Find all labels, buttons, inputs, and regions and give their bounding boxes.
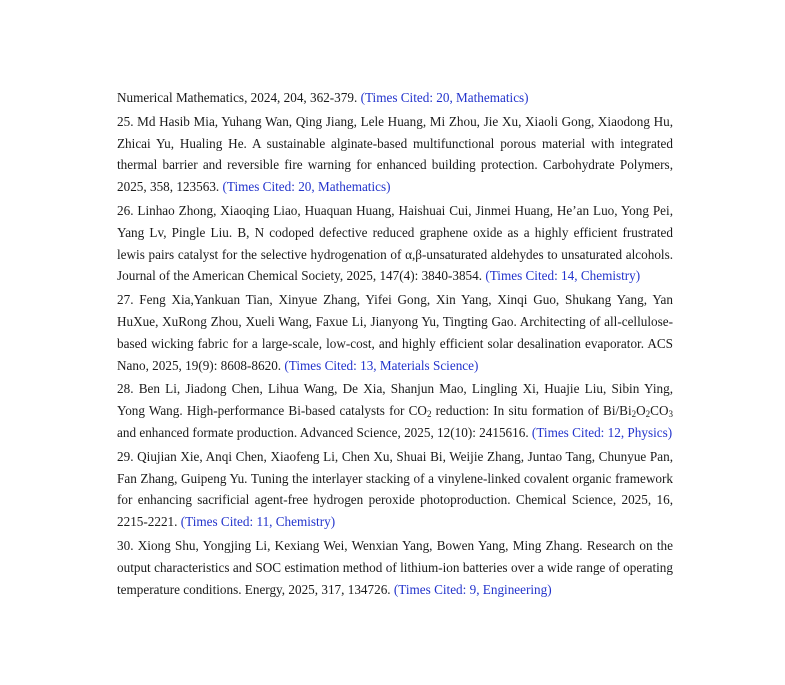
subscript: 2 xyxy=(426,409,432,420)
reference-text: 28. Ben Li, Jiadong Chen, Lihua Wang, De Xia, Shanjun Mao, Lingling Xi, Huajie Liu, Sibin Ying, Yong Wang. High-performance Bi-based catalysts for CO xyxy=(117,381,673,419)
times-cited-link[interactable]: (Times Cited: 12, Physics) xyxy=(531,424,673,440)
times-cited-link[interactable]: (Times Cited: 14, Chemistry) xyxy=(485,268,641,284)
reference-text: 25. Md Hasib Mia, Yuhang Wan, Qing Jiang, Lele Huang, Mi Zhou, Jie Xu, Xiaoli Gong, Xiaodong Hu, Zhicai Yu, Hualing He. A sustainable alginate-based multifunctional porous material with integrated thermal barrier and reversible fire warning for enhanced building protection. Carbohydrate Polymers, 2025, 358, 123563. xyxy=(117,113,673,195)
reference-list xyxy=(117,87,673,600)
reference-item-26 xyxy=(117,200,673,287)
subscript: 3 xyxy=(668,409,673,420)
times-cited-link[interactable]: (Times Cited: 20, Mathematics) xyxy=(222,179,391,195)
reference-item-27 xyxy=(117,289,673,376)
reference-text: O xyxy=(636,403,646,419)
reference-text: and enhanced formate production. Advanced Science, 2025, 12(10): 2415616. xyxy=(117,424,532,440)
reference-fragment xyxy=(117,87,673,109)
reference-item-29 xyxy=(117,446,673,533)
times-cited-link[interactable]: (Times Cited: 20, Mathematics) xyxy=(360,90,529,105)
reference-text: 30. Xiong Shu, Yongjing Li, Kexiang Wei, Wenxian Yang, Bowen Yang, Ming Zhang. Research on the output characteristics and SOC estimation method of lithium-ion batteries over a wide range of operating temperature conditions. Energy, 2025, 317, 134726. xyxy=(117,537,673,597)
reference-text: 29. Qiujian Xie, Anqi Chen, Xiaofeng Li, Chen Xu, Shuai Bi, Weijie Zhang, Juntao Tang, Chunyue Pan, Fan Zhang, Guipeng Yu. Tuning the interlayer stacking of a vinylene-linked covalent organic framework for enhancing sacrificial agent-free hydrogen peroxide photoproduction. Chemical Science, 2025, 16, 2215-2221. xyxy=(117,448,673,530)
times-cited-link[interactable]: (Times Cited: 13, Materials Science) xyxy=(284,357,479,373)
reference-text: reduction: In situ formation of Bi/Bi xyxy=(431,403,632,419)
subscript: 2 xyxy=(631,409,637,420)
subscript: 2 xyxy=(645,409,651,420)
reference-item-25 xyxy=(117,111,673,198)
times-cited-link[interactable]: (Times Cited: 9, Engineering) xyxy=(393,581,552,597)
reference-text: Numerical Mathematics, 2024, 204, 362-379. xyxy=(117,90,361,105)
times-cited-link[interactable]: (Times Cited: 11, Chemistry) xyxy=(180,514,336,530)
reference-text: 26. Linhao Zhong, Xiaoqing Liao, Huaquan Huang, Haishuai Cui, Jinmei Huang, He’an Luo, Yong Pei, Yang Lv, Pingle Liu. B, N codoped defective reduced graphene oxide as a highly efficient frustrated lewis pairs catalyst for the selective hydrogenation of α,β-unsaturated aldehydes to unsaturated alcohols. Journal of the American Chemical Society, 2025, 147(4): 3840-3854. xyxy=(117,202,673,284)
reference-item-28 xyxy=(117,378,673,443)
reference-item-30 xyxy=(117,535,673,600)
reference-text: CO xyxy=(650,403,669,419)
reference-text: 27. Feng Xia,Yankuan Tian, Xinyue Zhang, Yifei Gong, Xin Yang, Xinqi Guo, Shukang Yang, Yan HuXue, XuRong Zhou, Xueli Wang, Faxue Li, Jianyong Yu, Tingting Gao. Architecting of all-cellulose-based wicking fabric for a large-scale, low-cost, and highly efficient solar desalination evaporator. ACS Nano, 2025, 19(9): 8608-8620. xyxy=(117,292,673,373)
